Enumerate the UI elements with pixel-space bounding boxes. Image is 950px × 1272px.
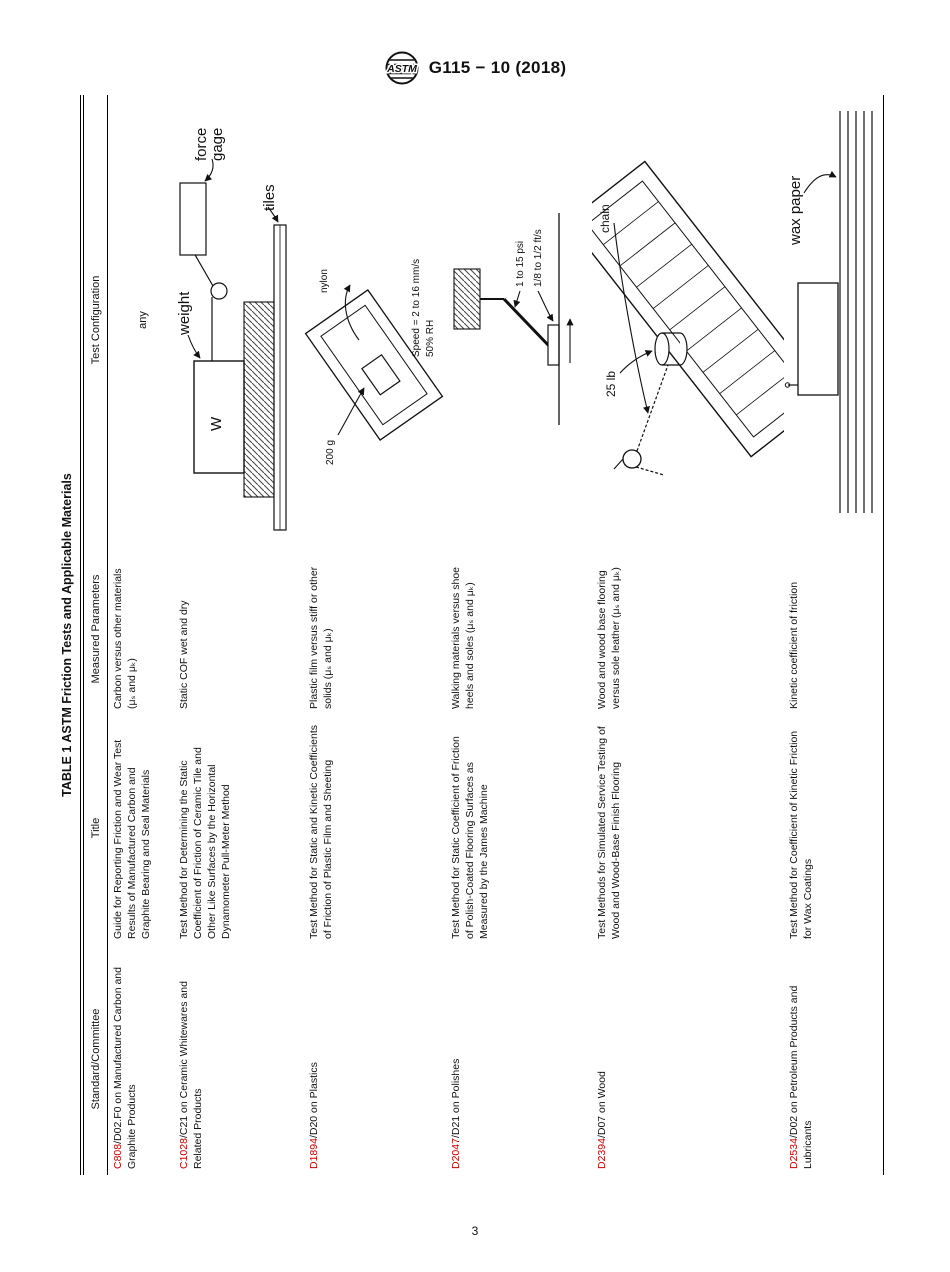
standard-link[interactable]: C1028 — [178, 1138, 190, 1169]
page-number: 3 — [471, 1224, 479, 1238]
standard-link[interactable]: C808 — [112, 1143, 124, 1169]
diagram-label-nylon: nylon — [319, 269, 330, 293]
standard-link[interactable]: D2534 — [788, 1138, 800, 1169]
config-cell — [784, 95, 883, 545]
diagram-label-speed: Speed = 2 to 16 mm/s — [411, 258, 422, 357]
parameters-cell: Static COF wet and dry — [178, 600, 190, 709]
column-header-config: Test Configuration — [89, 275, 102, 365]
diagram-label-200g: 200 g — [325, 439, 336, 465]
standard-cell — [174, 943, 304, 1175]
diagram-label-weight: weight — [176, 291, 193, 335]
table-header-row — [84, 95, 108, 1175]
page-footer — [0, 1224, 950, 1238]
diagram-label-w: W — [208, 416, 225, 431]
page-header — [0, 50, 950, 86]
diagram-label-tiles: tiles — [261, 184, 278, 211]
astm-logo-text: ASTM — [386, 63, 417, 75]
standard-link[interactable]: D2394 — [596, 1138, 608, 1169]
rotated-table-container — [60, 95, 890, 1175]
wax-paper-diagram — [784, 95, 884, 545]
committee-text: /D02.F0 on Manufactured Carbon and Graphite Products — [112, 967, 138, 1169]
document-code: G115 − 10 (2018) — [428, 58, 567, 77]
config-cell — [446, 95, 592, 545]
committee-text: /D02 on Petroleum Products and Lubricants — [788, 985, 814, 1169]
standard-cell — [108, 943, 174, 1175]
diagram-label-speed: 1/8 to 1/2 ft/s — [533, 229, 544, 287]
table-row-c1028 — [174, 95, 304, 1175]
james-machine-diagram — [446, 95, 592, 545]
config-cell — [174, 95, 304, 545]
standard-cell — [446, 943, 592, 1175]
column-header-parameters: Measured Parameters — [89, 574, 102, 684]
config-cell — [304, 95, 446, 545]
title-cell: Test Method for Determining the Static Coefficient of Friction of Ceramic Tile and Other Like Surfaces by the Horizontal Dynamometer Pull-Meter Method — [178, 747, 232, 939]
committee-text: /C21 on Ceramic Whitewares and Related Products — [178, 981, 204, 1169]
title-cell: Test Method for Static Coefficient of Friction of Polish-Coated Flooring Surfaces as Measured by the James Machine — [450, 736, 490, 939]
parameters-cell: Walking materials versus shoe heels and soles (μₛ and μₖ) — [450, 567, 476, 709]
wood-flooring-diagram — [592, 95, 784, 545]
title-cell: Test Methods for Simulated Service Testing of Wood and Wood-Base Finish Flooring — [596, 726, 622, 939]
standard-link[interactable]: D2047 — [450, 1138, 462, 1169]
committee-text: /D07 on Wood — [596, 1071, 608, 1139]
parameters-cell: Wood and wood base flooring versus sole leather (μₛ and μₖ) — [596, 567, 622, 709]
diagram-label-pressure: 1 to 15 psi — [515, 240, 526, 287]
diagram-label-chain: chain — [598, 204, 612, 233]
column-header-title: Title — [89, 817, 102, 839]
committee-text: /D20 on Plastics — [308, 1062, 320, 1139]
parameters-cell: Plastic film versus stiff or other solids (μₛ and μₖ) — [308, 566, 334, 709]
astm-logo — [384, 50, 420, 86]
standard-link[interactable]: D1894 — [308, 1138, 320, 1169]
standard-cell — [304, 943, 446, 1175]
diagram-label-25lb: 25 lb — [604, 370, 618, 397]
table-row-d2394 — [592, 95, 784, 1175]
title-cell: Test Method for Static and Kinetic Coefficients of Friction of Plastic Film and Sheeting — [308, 725, 334, 939]
table-row-d2047 — [446, 95, 592, 1175]
standard-cell — [784, 943, 883, 1175]
parameters-cell: Kinetic coefficient of friction — [788, 581, 800, 709]
column-header-standard: Standard/Committee — [89, 1008, 102, 1110]
diagram-label-wax-paper: wax paper — [787, 175, 804, 245]
table-row-d1894 — [304, 95, 446, 1175]
diagram-label-humidity: 50% RH — [425, 319, 436, 357]
config-cell — [592, 95, 784, 545]
table-title: TABLE 1 ASTM Friction Tests and Applicable Materials — [60, 473, 74, 797]
diagram-label-force-gage: force gage — [193, 127, 226, 161]
title-cell: Test Method for Coefficient of Kinetic Friction for Wax Coatings — [788, 730, 814, 939]
parameters-cell: Carbon versus other materials (μₛ and μₖ) — [112, 568, 138, 709]
table-row-c808 — [108, 95, 174, 1175]
diagram-label-any: any — [137, 311, 149, 329]
committee-text: /D21 on Polishes — [450, 1058, 462, 1139]
config-cell — [108, 95, 174, 545]
title-cell: Guide for Reporting Friction and Wear Test Results of Manufactured Carbon and Graphite Bearing and Seal Materials — [112, 739, 152, 939]
table-row-d2534 — [784, 95, 884, 1175]
standard-cell — [592, 943, 784, 1175]
